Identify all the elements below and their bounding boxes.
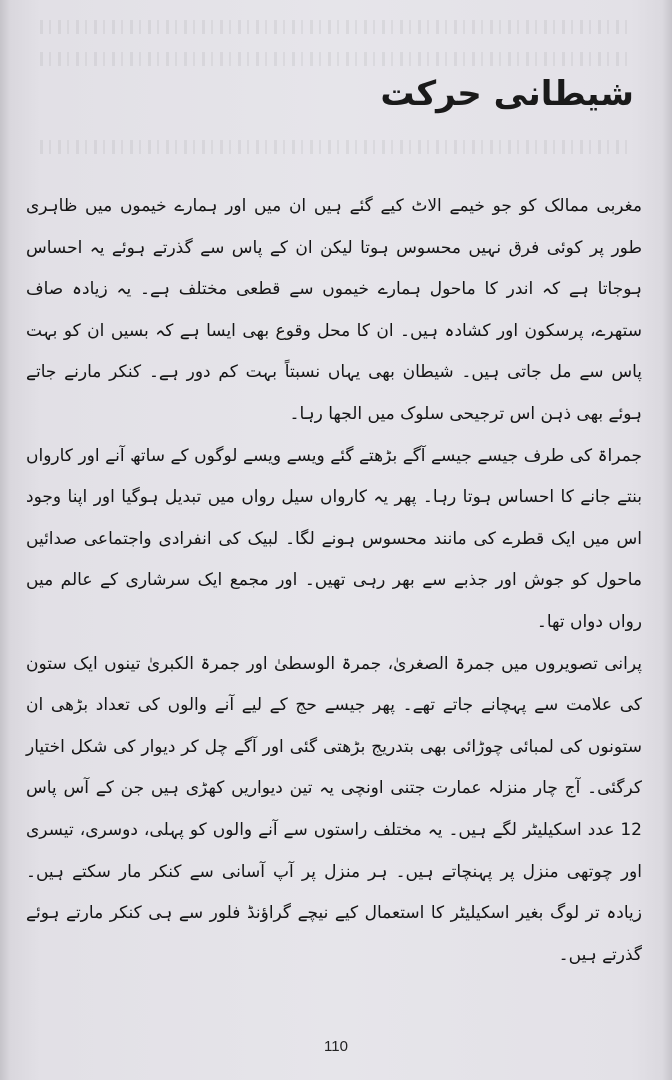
paragraph-1: مغربی ممالک کو جو خیمے الاٹ کیے گئے ہیں ان میں اور ہمارے خیموں میں ظاہری طور پر کوئی فرق نہیں محسوس ہوتا لیکن ان کے پاس سے گذرتے ہوئے یہ احساس ہوجاتا ہے کہ اندر کا ماحول ہمارے خیموں سے قطعی مختلف ہے۔ یہ زیادہ صاف ستھرے، پرسکون اور کشادہ ہیں۔ ان کا محل وقوع بھی ایسا ہے کہ بسیں ان کو بہت پاس سے مل جاتی ہیں۔ شیطان بھی یہاں نسبتاً بہت کم دور ہے۔ کنکر مارنے جاتے ہوئے بھی ذہن اس ترجیحی سلوک میں الجھا رہا۔: [26, 196, 642, 424]
show-through-texture: [40, 20, 632, 34]
page-edge-shadow-left: [0, 0, 10, 1080]
show-through-texture: [40, 140, 632, 154]
page-edge-shadow-right: [662, 0, 672, 1080]
chapter-title: شیطانی حرکت: [380, 74, 634, 114]
page-number: 110: [324, 1038, 348, 1055]
paragraph-2: جمراۃ کی طرف جیسے جیسے آگے بڑھتے گئے ویسے ویسے لوگوں کے ساتھ آنے اور کارواں بنتے جانے کا احساس ہوتا رہا۔ پھر یہ کارواں سیل رواں میں تبدیل ہوگیا اور اپنا وجود اس میں ایک قطرے کی مانند محسوس ہونے لگا۔ لبیک کی انفرادی واجتماعی صدائیں ماحول کو جوش اور جذبے سے بھر رہی تھیں۔ اور مجمع ایک سرشاری کے عالم میں رواں دواں تھا۔: [26, 445, 642, 632]
show-through-texture: [40, 52, 632, 66]
body-text: [26, 186, 642, 976]
paragraph-3: پرانی تصویروں میں جمرۃ الصغریٰ، جمرۃ الوسطیٰ اور جمرۃ الکبریٰ تینوں ایک ستون کی علامت سے پہچانے جاتے تھے۔ پھر جیسے حج کے لیے آنے والوں کی تعداد بڑھی ان ستونوں کی لمبائی چوڑائی بھی بتدریج بڑھتی گئی اور آگے چل کر دیوار کی شکل اختیار کرگئی۔ آج چار منزلہ عمارت جتنی اونچی یہ تین دیواریں کھڑی ہیں جن کے آس پاس 12 عدد اسکیلیٹر لگے ہیں۔ یہ مختلف راستوں سے آنے والوں کو پہلی، دوسری، تیسری اور چوتھی منزل پر پہنچاتے ہیں۔ ہر منزل پر آپ آسانی سے کنکر مار سکتے ہیں۔ زیادہ تر لوگ بغیر اسکیلیٹر کا استعمال کیے نیچے گراؤنڈ فلور سے ہی کنکر مارتے ہوئے گذرتے ہیں۔: [26, 653, 642, 965]
